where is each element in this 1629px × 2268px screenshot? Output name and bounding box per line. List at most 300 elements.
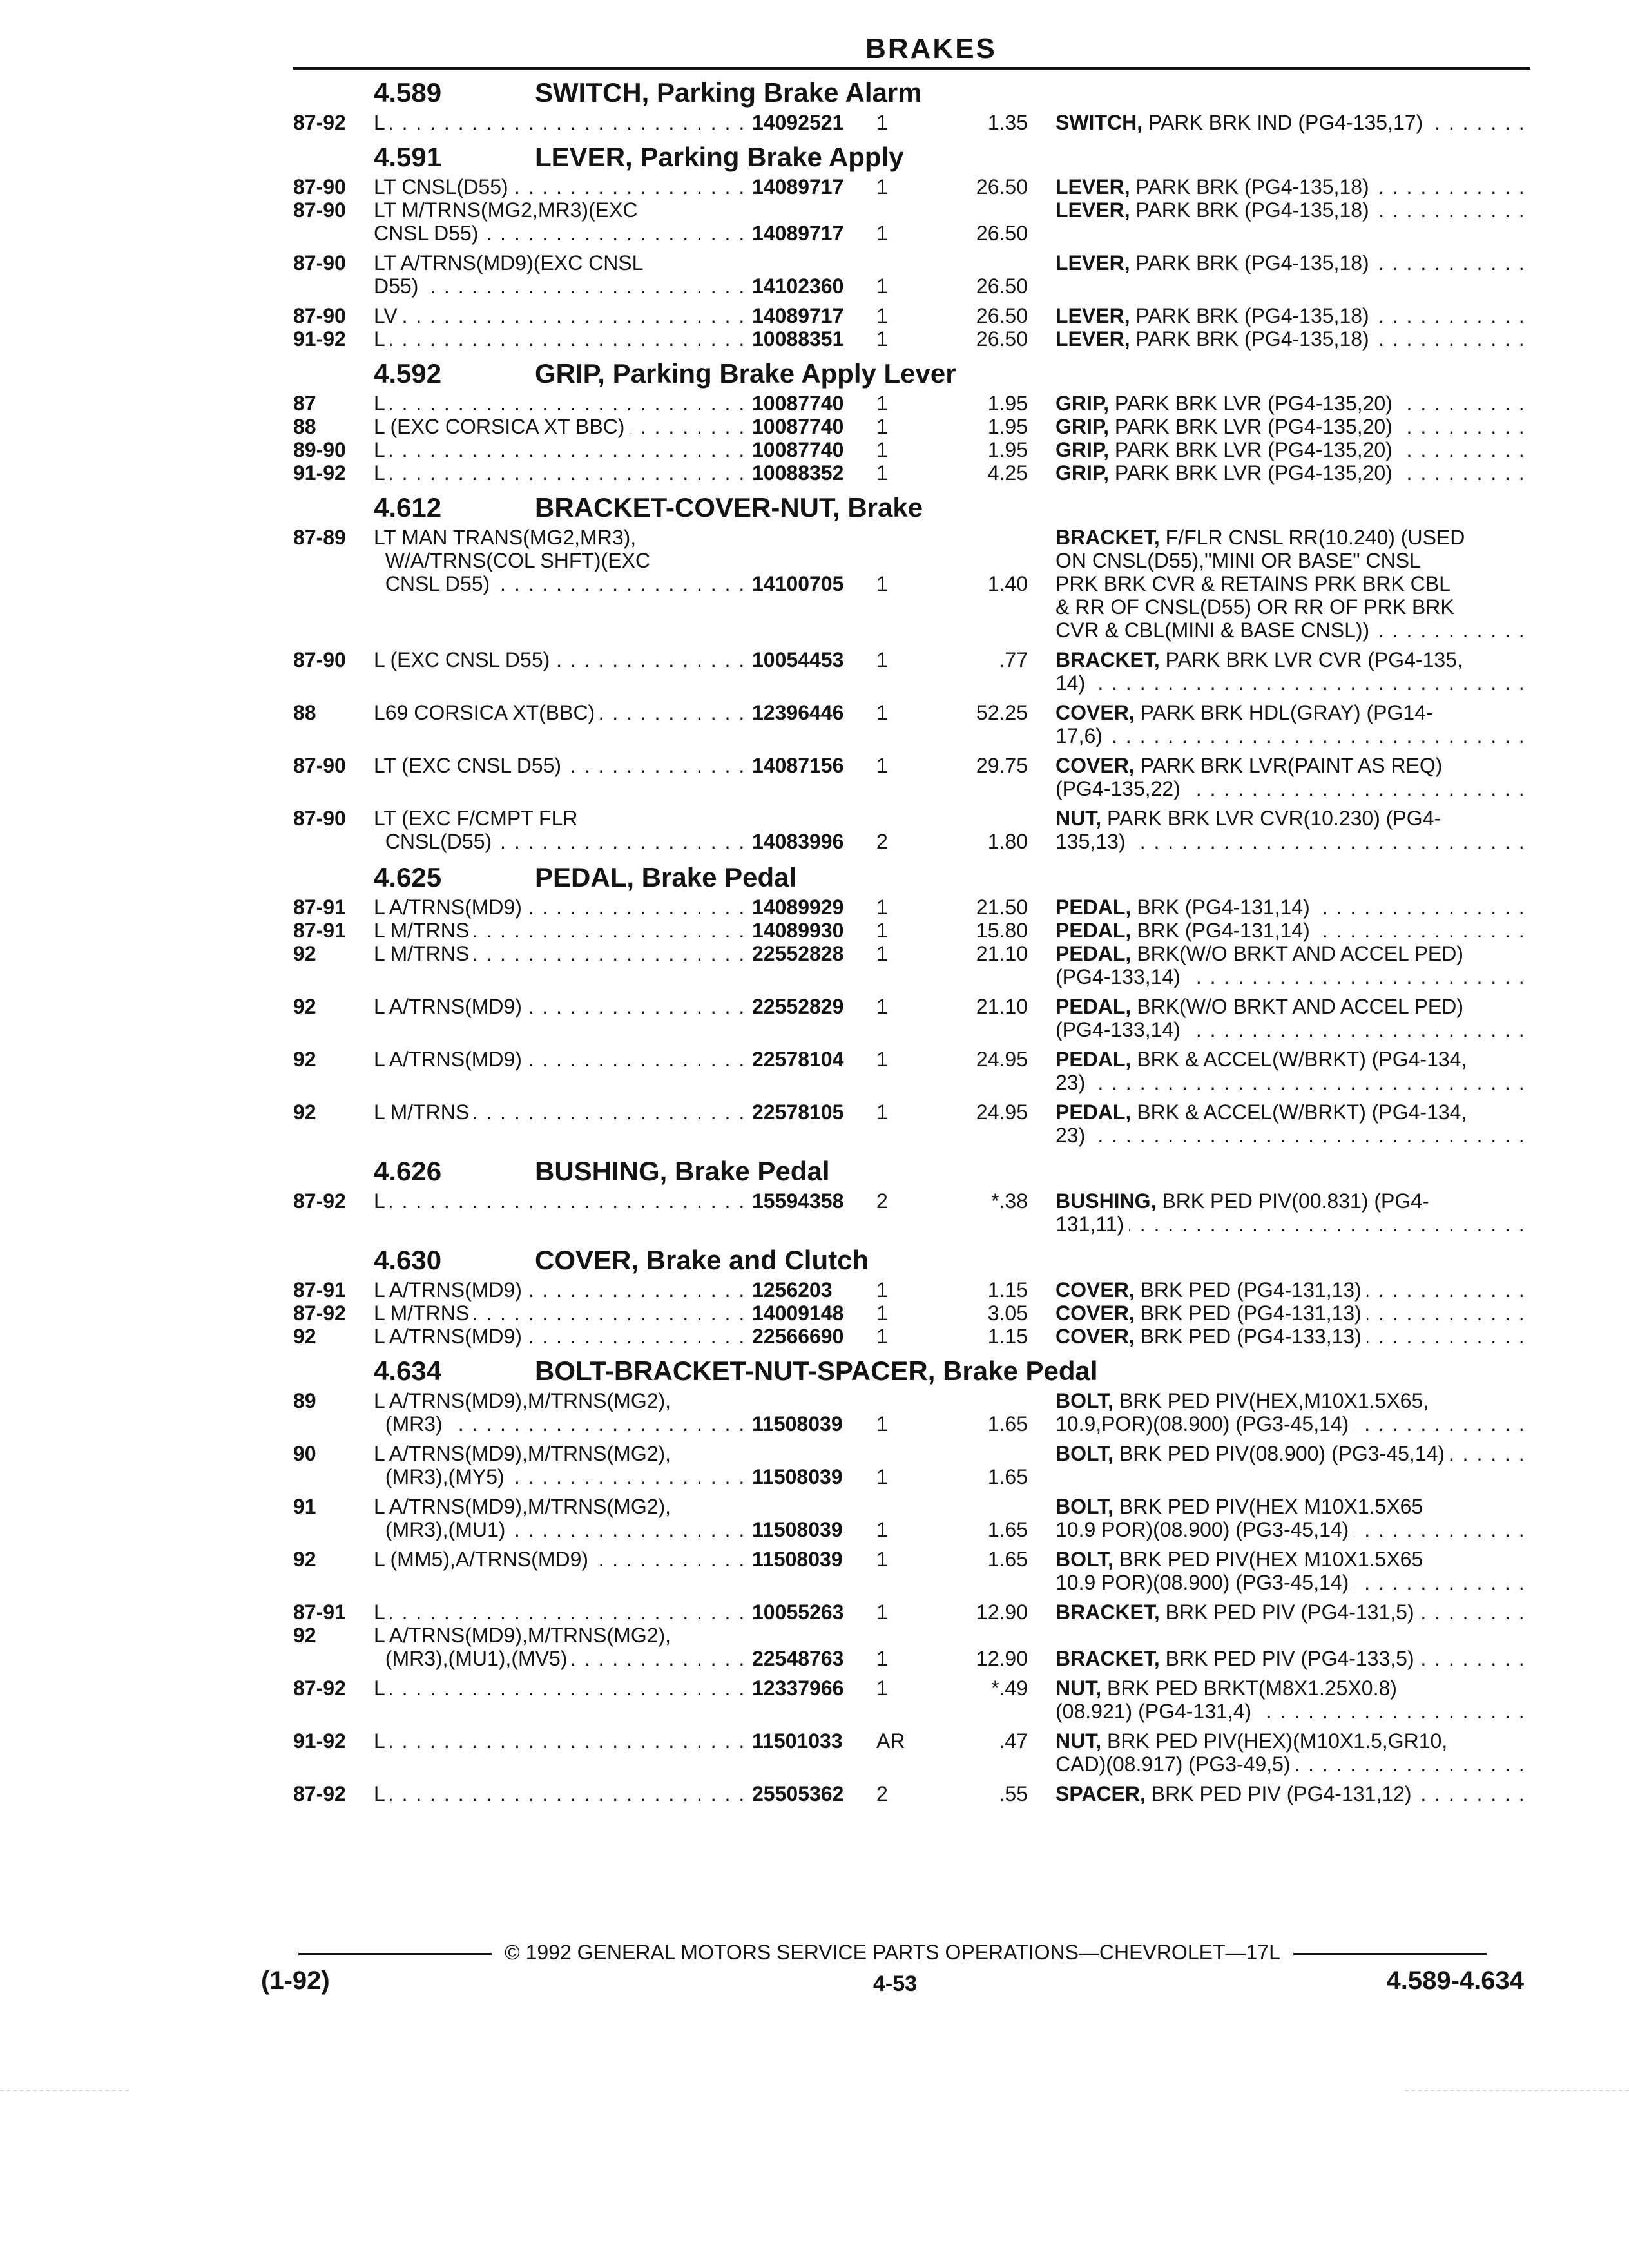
part-row — [293, 1624, 1530, 1670]
price: 26.50 — [976, 222, 1028, 245]
price: 1.65 — [987, 1518, 1028, 1541]
part-application — [374, 919, 754, 942]
price: .47 — [999, 1729, 1028, 1753]
quantity: 1 — [876, 1647, 888, 1670]
application-line: CNSL(D55) — [374, 830, 497, 853]
application-line: LT M/TRNS(MG2,MR3)(EXC — [374, 198, 643, 222]
section-title: PEDAL, Brake Pedal — [535, 862, 797, 892]
part-number: 14089929 — [752, 896, 844, 919]
part-application — [374, 461, 754, 485]
part-application — [374, 896, 754, 919]
model-years: 87-92 — [293, 1302, 346, 1325]
part-number: 14089717 — [752, 304, 844, 327]
note-line: BOLT, BRK PED PIV(HEX,M10X1.5X65, — [1055, 1389, 1434, 1412]
part-number: 11508039 — [752, 1465, 843, 1488]
quantity: AR — [876, 1729, 905, 1753]
price: 1.95 — [987, 392, 1028, 415]
application-line: L A/TRNS(MD9),M/TRNS(MG2), — [374, 1624, 676, 1647]
model-years: 92 — [293, 995, 316, 1018]
section-header — [293, 490, 1530, 526]
note-line: LEVER, PARK BRK (PG4-135,18) — [1055, 175, 1374, 198]
part-row — [293, 1189, 1530, 1236]
note-line: PEDAL, BRK & ACCEL(W/BRKT) (PG4-134, — [1055, 1048, 1472, 1071]
model-years: 87-91 — [293, 1600, 346, 1624]
note-line: BRACKET, PARK BRK LVR CVR (PG4-135, — [1055, 648, 1468, 671]
application-line: L A/TRNS(MD9),M/TRNS(MG2), — [374, 1389, 676, 1412]
part-application — [374, 807, 754, 853]
part-number: 14087156 — [752, 754, 844, 777]
part-number: 15594358 — [752, 1189, 844, 1213]
price: 1.15 — [987, 1278, 1028, 1302]
price: 21.10 — [976, 995, 1028, 1018]
price: 52.25 — [976, 701, 1028, 724]
application-line: L A/TRNS(MD9) — [374, 1278, 527, 1302]
part-application — [374, 251, 754, 298]
model-years: 90 — [293, 1442, 316, 1465]
model-years: 87-92 — [293, 1782, 346, 1805]
application-line: LV — [374, 304, 403, 327]
page-footer — [261, 1939, 1550, 2010]
part-row — [293, 1100, 1530, 1147]
section-header — [293, 1242, 1530, 1278]
part-application — [374, 1048, 754, 1071]
note-line: 17,6) — [1055, 724, 1108, 747]
part-note — [1055, 1729, 1539, 1776]
price: 21.10 — [976, 942, 1028, 965]
section-title: GRIP, Parking Brake Apply Lever — [535, 358, 956, 389]
quantity: 1 — [876, 919, 888, 942]
part-row — [293, 251, 1530, 298]
part-note — [1055, 648, 1539, 695]
part-number: 22578104 — [752, 1048, 844, 1071]
model-years: 92 — [293, 942, 316, 965]
part-number: 10087740 — [752, 438, 844, 461]
part-number: 10088352 — [752, 461, 844, 485]
part-application — [374, 327, 754, 351]
section-number: 4.625 — [374, 862, 442, 892]
part-application — [374, 1677, 754, 1700]
price: 1.65 — [987, 1465, 1028, 1488]
section-title: BUSHING, Brake Pedal — [535, 1156, 830, 1186]
note-line: ON CNSL(D55),"MINI OR BASE" CNSL — [1055, 549, 1426, 572]
part-note — [1055, 1548, 1539, 1594]
note-line: GRIP, PARK BRK LVR (PG4-135,20) — [1055, 392, 1398, 415]
scan-edge-right — [1405, 2090, 1629, 2091]
part-application — [374, 1442, 754, 1488]
application-line: L — [374, 327, 390, 351]
quantity: 1 — [876, 327, 888, 351]
price: 1.65 — [987, 1548, 1028, 1571]
part-row — [293, 415, 1530, 438]
part-note — [1055, 1189, 1539, 1236]
quantity: 1 — [876, 1302, 888, 1325]
note-line: (PG4-135,22) — [1055, 777, 1186, 800]
note-line: PEDAL, BRK (PG4-131,14) — [1055, 919, 1315, 942]
application-line: LT (EXC F/CMPT FLR — [374, 807, 583, 830]
application-line: L — [374, 392, 390, 415]
part-application — [374, 438, 754, 461]
note-line: PEDAL, BRK & ACCEL(W/BRKT) (PG4-134, — [1055, 1100, 1472, 1124]
model-years: 91-92 — [293, 327, 346, 351]
part-note — [1055, 896, 1539, 919]
quantity: 2 — [876, 1782, 888, 1805]
note-line: (PG4-133,14) — [1055, 1018, 1186, 1041]
part-application — [374, 1389, 754, 1436]
part-number: 22552829 — [752, 995, 844, 1018]
application-line: L69 CORSICA XT(BBC) — [374, 701, 600, 724]
application-line: LT (EXC CNSL D55) — [374, 754, 566, 777]
part-row — [293, 648, 1530, 695]
part-row — [293, 198, 1530, 245]
price: 1.95 — [987, 415, 1028, 438]
section-number: 4.592 — [374, 358, 442, 389]
part-number: 22566690 — [752, 1325, 844, 1348]
part-number: 14089717 — [752, 175, 844, 198]
price: 24.95 — [976, 1100, 1028, 1124]
note-line: (08.921) (PG4-131,4) — [1055, 1700, 1257, 1723]
section-title: LEVER, Parking Brake Apply — [535, 142, 904, 172]
model-years: 91 — [293, 1495, 316, 1518]
scan-edge-left — [0, 2090, 129, 2091]
part-row — [293, 942, 1530, 988]
application-line: L — [374, 461, 390, 485]
note-line: COVER, BRK PED (PG4-131,13) — [1055, 1278, 1367, 1302]
part-row — [293, 327, 1530, 351]
model-years: 89-90 — [293, 438, 346, 461]
application-line: L M/TRNS — [374, 1100, 474, 1124]
application-line: L — [374, 1677, 390, 1700]
price: *.49 — [991, 1677, 1028, 1700]
application-line: D55) — [374, 274, 423, 298]
application-line: L — [374, 1782, 390, 1805]
note-line: CAD)(08.917) (PG3-49,5) — [1055, 1753, 1296, 1776]
model-years: 87-90 — [293, 648, 346, 671]
part-application — [374, 304, 754, 327]
model-years: 87-92 — [293, 1189, 346, 1213]
part-application — [374, 1624, 754, 1670]
model-years: 87-91 — [293, 919, 346, 942]
part-number: 11508039 — [752, 1518, 843, 1541]
section-number: 4.626 — [374, 1156, 442, 1186]
model-years: 89 — [293, 1389, 316, 1412]
price: 1.80 — [987, 830, 1028, 853]
part-application — [374, 1100, 754, 1124]
part-row — [293, 701, 1530, 747]
price: 1.35 — [987, 111, 1028, 134]
application-line: L M/TRNS — [374, 1302, 474, 1325]
application-line: L A/TRNS(MD9) — [374, 1048, 527, 1071]
part-note — [1055, 995, 1539, 1041]
note-line: 10.9,POR)(08.900) (PG3-45,14) — [1055, 1412, 1354, 1436]
part-note — [1055, 526, 1539, 642]
part-number: 25505362 — [752, 1782, 844, 1805]
note-line: 135,13) — [1055, 830, 1131, 853]
quantity: 1 — [876, 175, 888, 198]
part-application — [374, 1302, 754, 1325]
section-number: 4.630 — [374, 1245, 442, 1275]
part-number: 10054453 — [752, 648, 844, 671]
price: 26.50 — [976, 304, 1028, 327]
quantity: 1 — [876, 222, 888, 245]
footer-section-range: 4.589-4.634 — [1386, 1966, 1524, 1995]
quantity: 1 — [876, 648, 888, 671]
part-number: 10087740 — [752, 415, 844, 438]
section-header — [293, 356, 1530, 392]
quantity: 1 — [876, 1048, 888, 1071]
note-line: SWITCH, PARK BRK IND (PG4-135,17) — [1055, 111, 1428, 134]
note-line: COVER, BRK PED (PG4-131,13) — [1055, 1302, 1367, 1325]
part-note — [1055, 392, 1539, 415]
part-number: 14083996 — [752, 830, 844, 853]
price: .55 — [999, 1782, 1028, 1805]
model-years: 92 — [293, 1325, 316, 1348]
price: 4.25 — [987, 461, 1028, 485]
part-application — [374, 415, 754, 438]
note-line: LEVER, PARK BRK (PG4-135,18) — [1055, 327, 1374, 351]
application-line: (MR3) — [374, 1412, 448, 1436]
part-note — [1055, 1302, 1539, 1325]
part-row — [293, 1729, 1530, 1776]
application-line: W/A/TRNS(COL SHFT)(EXC — [374, 549, 655, 572]
part-application — [374, 175, 754, 198]
model-years: 87-90 — [293, 175, 346, 198]
model-years: 87-91 — [293, 896, 346, 919]
note-line: GRIP, PARK BRK LVR (PG4-135,20) — [1055, 438, 1398, 461]
part-number: 10088351 — [752, 327, 844, 351]
application-line: L A/TRNS(MD9),M/TRNS(MG2), — [374, 1442, 676, 1465]
quantity: 1 — [876, 1518, 888, 1541]
model-years: 87-90 — [293, 251, 346, 274]
part-note — [1055, 1600, 1539, 1624]
application-line: L (EXC CNSL D55) — [374, 648, 555, 671]
part-number: 11508039 — [752, 1548, 843, 1571]
price: 26.50 — [976, 274, 1028, 298]
application-line: L A/TRNS(MD9) — [374, 1325, 527, 1348]
note-line: GRIP, PARK BRK LVR (PG4-135,20) — [1055, 461, 1398, 485]
part-row — [293, 1600, 1530, 1624]
part-row — [293, 1389, 1530, 1436]
part-number: 14100705 — [752, 572, 844, 595]
part-number: 10055263 — [752, 1600, 844, 1624]
price: *.38 — [991, 1189, 1028, 1213]
note-line: BRACKET, BRK PED PIV (PG4-131,5) — [1055, 1600, 1420, 1624]
title-rule — [293, 67, 1530, 70]
quantity: 1 — [876, 415, 888, 438]
note-line: 23) — [1055, 1071, 1090, 1094]
application-line: L (MM5),A/TRNS(MD9) — [374, 1548, 593, 1571]
note-line: COVER, BRK PED (PG4-133,13) — [1055, 1325, 1367, 1348]
part-number: 14089717 — [752, 222, 844, 245]
part-number: 14089930 — [752, 919, 844, 942]
part-note — [1055, 1100, 1539, 1147]
price: 24.95 — [976, 1048, 1028, 1071]
note-line: BRACKET, F/FLR CNSL RR(10.240) (USED — [1055, 526, 1470, 549]
part-number: 14092521 — [752, 111, 844, 134]
section-title: SWITCH, Parking Brake Alarm — [535, 77, 922, 108]
model-years: 87-92 — [293, 111, 346, 134]
price: 29.75 — [976, 754, 1028, 777]
application-line: L — [374, 1189, 390, 1213]
quantity: 2 — [876, 830, 888, 853]
note-line: NUT, BRK PED BRKT(M8X1.25X0.8) — [1055, 1677, 1402, 1700]
price: 1.65 — [987, 1412, 1028, 1436]
price: 26.50 — [976, 175, 1028, 198]
note-line: 14) — [1055, 671, 1090, 695]
model-years: 87-90 — [293, 754, 346, 777]
quantity: 1 — [876, 392, 888, 415]
part-row — [293, 1548, 1530, 1594]
price: 12.90 — [976, 1647, 1028, 1670]
quantity: 1 — [876, 1677, 888, 1700]
application-line: (MR3),(MY5) — [374, 1465, 510, 1488]
quantity: 2 — [876, 1189, 888, 1213]
part-note — [1055, 1782, 1539, 1805]
model-years: 92 — [293, 1100, 316, 1124]
part-application — [374, 942, 754, 965]
part-note — [1055, 1495, 1539, 1541]
model-years: 91-92 — [293, 461, 346, 485]
section-title: BOLT-BRACKET-NUT-SPACER, Brake Pedal — [535, 1356, 1098, 1386]
note-line: LEVER, PARK BRK (PG4-135,18) — [1055, 251, 1374, 274]
note-line: COVER, PARK BRK HDL(GRAY) (PG14- — [1055, 701, 1438, 724]
model-years: 87-90 — [293, 807, 346, 830]
part-note — [1055, 1325, 1539, 1348]
model-years: 92 — [293, 1048, 316, 1071]
application-line: L M/TRNS — [374, 919, 474, 942]
part-row — [293, 461, 1530, 485]
note-line: COVER, PARK BRK LVR(PAINT AS REQ) — [1055, 754, 1447, 777]
part-number: 11501033 — [752, 1729, 843, 1753]
note-line: GRIP, PARK BRK LVR (PG4-135,20) — [1055, 415, 1398, 438]
part-note — [1055, 701, 1539, 747]
part-note — [1055, 919, 1539, 942]
catalog-page — [293, 32, 1530, 1805]
note-line: PRK BRK CVR & RETAINS PRK BRK CBL — [1055, 572, 1456, 595]
part-application — [374, 1548, 754, 1571]
footer-page-number: 4-53 — [873, 1972, 918, 1996]
note-line: LEVER, PARK BRK (PG4-135,18) — [1055, 198, 1374, 222]
part-number: 1256203 — [752, 1278, 833, 1302]
part-row — [293, 1302, 1530, 1325]
part-row — [293, 526, 1530, 642]
price: 12.90 — [976, 1600, 1028, 1624]
model-years: 88 — [293, 415, 316, 438]
application-line: L — [374, 111, 390, 134]
quantity: 1 — [876, 111, 888, 134]
application-line: L — [374, 438, 390, 461]
part-application — [374, 701, 754, 724]
part-number: 22552828 — [752, 942, 844, 965]
quantity: 1 — [876, 1465, 888, 1488]
part-application — [374, 648, 754, 671]
application-line: L A/TRNS(MD9) — [374, 995, 527, 1018]
part-note — [1055, 1677, 1539, 1723]
part-note — [1055, 111, 1539, 134]
part-note — [1055, 1278, 1539, 1302]
part-row — [293, 111, 1530, 134]
model-years: 87-90 — [293, 198, 346, 222]
note-line: BOLT, BRK PED PIV(HEX M10X1.5X65 — [1055, 1495, 1428, 1518]
part-row — [293, 175, 1530, 198]
part-application — [374, 1325, 754, 1348]
quantity: 1 — [876, 438, 888, 461]
part-number: 22548763 — [752, 1647, 844, 1670]
note-line: PEDAL, BRK(W/O BRKT AND ACCEL PED) — [1055, 995, 1469, 1018]
model-years: 92 — [293, 1624, 316, 1647]
note-line: 10.9 POR)(08.900) (PG3-45,14) — [1055, 1571, 1354, 1594]
price: 1.95 — [987, 438, 1028, 461]
part-number: 12396446 — [752, 701, 844, 724]
part-number: 22578105 — [752, 1100, 844, 1124]
part-application — [374, 1782, 754, 1805]
quantity: 1 — [876, 274, 888, 298]
note-line: 131,11) — [1055, 1213, 1129, 1236]
price: 26.50 — [976, 327, 1028, 351]
part-note — [1055, 251, 1539, 274]
part-application — [374, 198, 754, 245]
price: 1.40 — [987, 572, 1028, 595]
model-years: 87-90 — [293, 304, 346, 327]
part-number: 12337966 — [752, 1677, 844, 1700]
section-number: 4.591 — [374, 142, 442, 172]
part-note — [1055, 415, 1539, 438]
note-line: CVR & CBL(MINI & BASE CNSL)) — [1055, 619, 1374, 642]
part-row — [293, 1495, 1530, 1541]
part-application — [374, 1729, 754, 1753]
price: 15.80 — [976, 919, 1028, 942]
model-years: 87-92 — [293, 1677, 346, 1700]
section-header — [293, 860, 1530, 896]
part-number: 11508039 — [752, 1412, 843, 1436]
application-line: LT MAN TRANS(MG2,MR3), — [374, 526, 641, 549]
quantity: 1 — [876, 572, 888, 595]
part-application — [374, 754, 754, 777]
quantity: 1 — [876, 995, 888, 1018]
part-note — [1055, 175, 1539, 198]
note-line: BRACKET, BRK PED PIV (PG4-133,5) — [1055, 1647, 1420, 1670]
application-line: L A/TRNS(MD9) — [374, 896, 527, 919]
note-line: BOLT, BRK PED PIV(08.900) (PG3-45,14) — [1055, 1442, 1450, 1465]
footer-copyright: © 1992 GENERAL MOTORS SERVICE PARTS OPERATIONS—CHEVROLET—17L — [261, 1939, 1524, 1965]
section-list — [293, 75, 1530, 1805]
price: 3.05 — [987, 1302, 1028, 1325]
part-number: 14102360 — [752, 274, 844, 298]
quantity: 1 — [876, 1600, 888, 1624]
part-row — [293, 1048, 1530, 1094]
quantity: 1 — [876, 304, 888, 327]
note-line: BUSHING, BRK PED PIV(00.831) (PG4- — [1055, 1189, 1434, 1213]
part-row — [293, 896, 1530, 919]
part-row — [293, 392, 1530, 415]
part-note — [1055, 1624, 1539, 1670]
model-years: 87-91 — [293, 1278, 346, 1302]
part-row — [293, 1442, 1530, 1488]
part-row — [293, 304, 1530, 327]
part-note — [1055, 1048, 1539, 1094]
part-application — [374, 1600, 754, 1624]
part-note — [1055, 1442, 1539, 1465]
application-line: LT CNSL(D55) — [374, 175, 514, 198]
part-row — [293, 438, 1530, 461]
part-number: 14009148 — [752, 1302, 844, 1325]
note-line: PEDAL, BRK(W/O BRKT AND ACCEL PED) — [1055, 942, 1469, 965]
application-line: CNSL D55) — [374, 222, 483, 245]
note-line: NUT, PARK BRK LVR CVR(10.230) (PG4- — [1055, 807, 1446, 830]
part-application — [374, 1189, 754, 1213]
application-line: L (EXC CORSICA XT BBC) — [374, 415, 630, 438]
part-row — [293, 1325, 1530, 1348]
part-row — [293, 919, 1530, 942]
